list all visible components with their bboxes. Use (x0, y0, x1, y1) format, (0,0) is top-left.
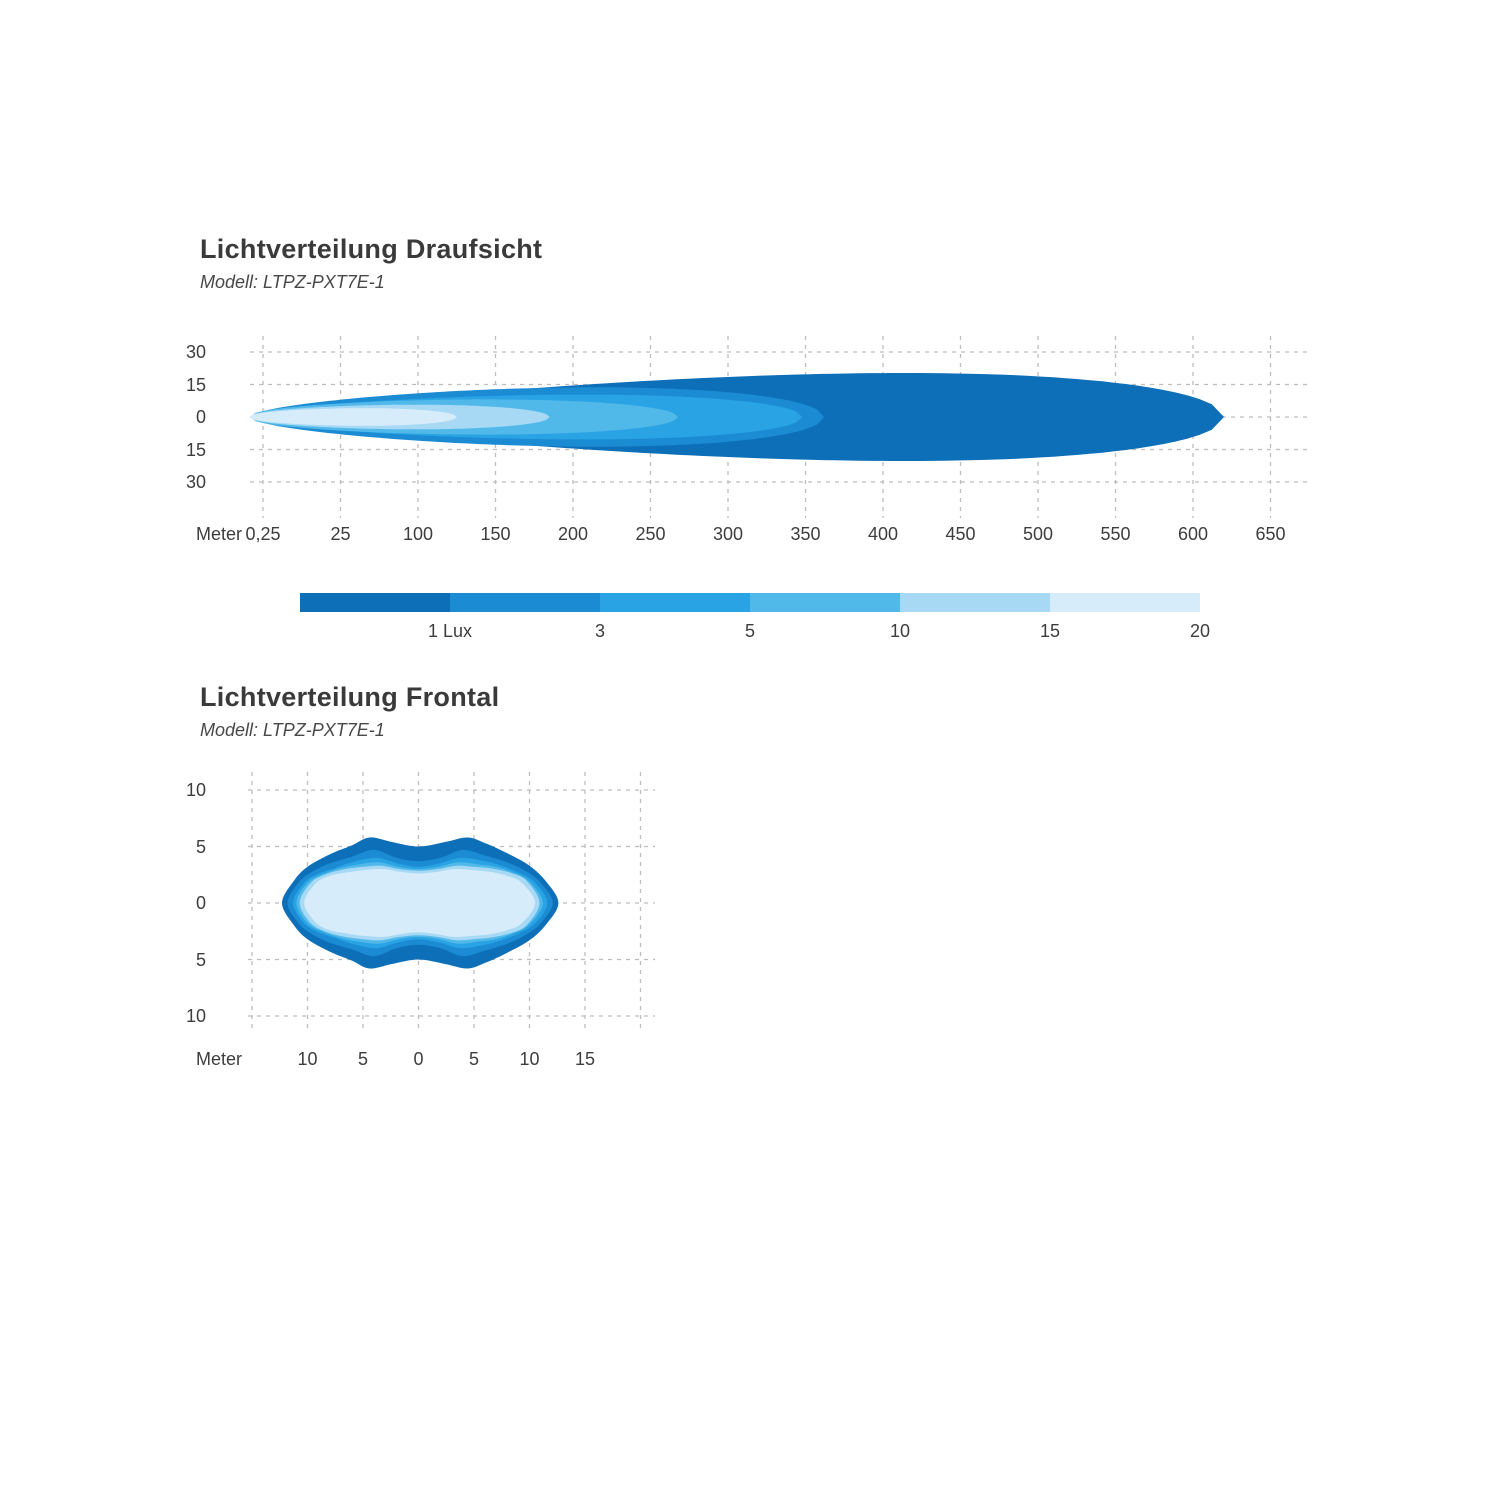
top-view-x-axis-unit: Meter (195, 524, 242, 544)
x-tick-label: 550 (1100, 524, 1131, 544)
y-tick-label: 5 (195, 836, 206, 857)
y-tick-label: 30 (185, 472, 206, 492)
x-tick-label: 300 (712, 524, 744, 544)
legend-label: 1 Lux (427, 621, 473, 641)
legend-label: 5 (744, 621, 755, 641)
lux-legend-labels (300, 619, 1211, 643)
x-tick-label: 500 (1022, 524, 1054, 544)
x-tick-label: 15 (574, 1049, 596, 1069)
legend-swatch-3 (450, 593, 600, 612)
legend-swatch-1-lux (300, 593, 450, 612)
y-tick-label: 5 (195, 949, 206, 970)
x-tick-label: 150 (480, 524, 511, 544)
top-view-svg (248, 334, 1310, 520)
x-tick-label: 250 (635, 524, 666, 544)
top-view-chart-title: Lichtverteilung Draufsicht (200, 234, 543, 264)
x-tick-label: 450 (945, 524, 976, 544)
legend-label: 3 (594, 621, 605, 641)
x-tick-label: 10 (519, 1049, 540, 1069)
y-tick-label: 0 (195, 893, 206, 913)
x-tick-label: 600 (1177, 524, 1209, 544)
x-tick-label: 5 (468, 1049, 479, 1069)
top-view-plot (248, 334, 1310, 520)
frontal-chart-title: Lichtverteilung Frontal (200, 682, 500, 712)
legend-label: 15 (1039, 621, 1061, 641)
x-tick-label: 0,25 (245, 524, 281, 544)
x-tick-label: 200 (557, 524, 589, 544)
x-tick-label: 350 (790, 524, 821, 544)
legend-label: 10 (889, 621, 911, 641)
x-tick-label: 10 (297, 1049, 318, 1069)
y-tick-label: 0 (195, 407, 206, 427)
x-tick-label: 650 (1255, 524, 1286, 544)
x-tick-label: 400 (867, 524, 899, 544)
lux-legend-bar (300, 593, 1200, 612)
x-tick-label: 5 (357, 1049, 368, 1069)
y-tick-label: 15 (185, 439, 206, 460)
frontal-plot (248, 768, 658, 1040)
top-view-chart-model: Modell: LTPZ-PXT7E-1 (200, 272, 385, 292)
legend-swatch-5 (600, 593, 750, 612)
legend-swatch-15 (900, 593, 1050, 612)
frontal-chart-model: Modell: LTPZ-PXT7E-1 (200, 720, 385, 740)
y-tick-label: 15 (185, 374, 206, 395)
y-tick-label: 10 (185, 1006, 206, 1026)
y-tick-label: 30 (185, 342, 206, 362)
frontal-svg (248, 768, 658, 1040)
contour-20 (304, 869, 535, 937)
legend-swatch-20 (1050, 593, 1200, 612)
legend-label: 20 (1189, 621, 1211, 641)
y-tick-label: 10 (185, 780, 206, 800)
x-tick-label: 0 (413, 1049, 424, 1069)
frontal-x-axis-unit: Meter (195, 1049, 242, 1069)
x-tick-label: 100 (402, 524, 434, 544)
legend-swatch-10 (750, 593, 900, 612)
x-tick-label: 25 (330, 524, 351, 544)
